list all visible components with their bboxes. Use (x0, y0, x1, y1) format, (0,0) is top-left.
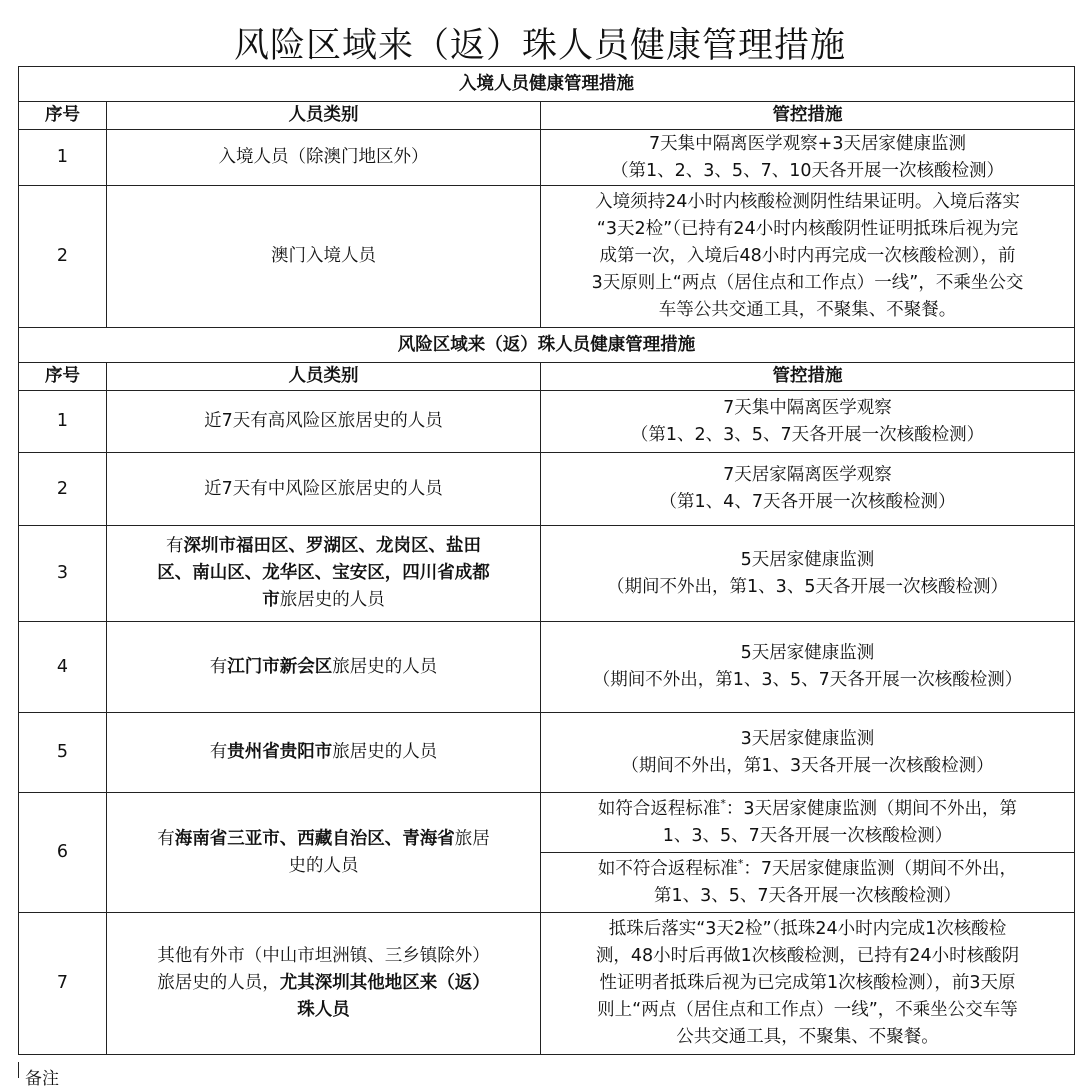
table-row (19, 526, 1075, 622)
measure-line: （期间不外出，第1、3、5、7天各开展一次核酸检测） (592, 670, 1023, 690)
category-line (115, 970, 532, 997)
measure-line: 第1、3、5、7天各开展一次核酸检测） (653, 885, 962, 906)
measure-line: 7天集中隔离医学观察 (723, 397, 892, 418)
note-row (18, 1062, 1075, 1089)
footnote-star: * (737, 856, 744, 870)
condition-text: 如不符合返程标准 (597, 858, 738, 879)
measure-line: 性证明者抵珠后视为已完成第1次核酸检测），前3天原 (599, 973, 1016, 993)
table-row (19, 713, 1075, 793)
table-row (19, 186, 1075, 328)
measure-line: 车等公共交通工具，不聚集、不聚餐。 (658, 300, 957, 320)
header-no: 序号 (19, 363, 107, 391)
row-number: 2 (19, 186, 107, 328)
row-number: 4 (19, 622, 107, 713)
measure-line: 测，48小时后再做1次核酸检测，已持有24小时核酸阴 (595, 946, 1020, 966)
category-line: 其他有外市（中山市坦洲镇、三乡镇除外） (157, 946, 490, 966)
row-measures (541, 913, 1075, 1055)
row-category (107, 622, 541, 713)
row-measures-eligible (541, 793, 1075, 853)
measure-line: 成第一次，入境后48小时内再完成一次核酸检测），前 (599, 246, 1016, 266)
row-number: 6 (19, 793, 107, 913)
measure-line: 抵珠后落实“3天2检”（抵珠24小时内完成1次核酸检 (608, 919, 1007, 939)
condition-text: 如符合返程标准 (597, 798, 721, 819)
row-category (107, 713, 541, 793)
category-text: 有 (166, 536, 184, 556)
page-title: 风险区域来（返）珠人员健康管理措施 (233, 26, 846, 66)
measure-line: （第1、4、7天各开展一次核酸检测） (659, 492, 956, 512)
category-emphasis: 珠人员 (297, 1000, 350, 1020)
header-row (19, 363, 1075, 391)
category-region: 海南省三亚市、西藏自治区、青海省 (174, 828, 455, 849)
category-text: 史的人员 (288, 855, 359, 876)
row-measures (541, 713, 1075, 793)
category-region: 区、南山区、龙华区、宝安区，四川省成都 (157, 563, 490, 583)
header-category: 人员类别 (107, 363, 541, 391)
header-row (19, 102, 1075, 130)
measure-line: 公共交通工具，不聚集、不聚餐。 (676, 1027, 939, 1047)
row-measures (541, 526, 1075, 622)
row-measures (541, 622, 1075, 713)
header-category: 人员类别 (107, 102, 541, 130)
row-category: 入境人员（除澳门地区外） (107, 130, 541, 186)
category-text: 旅居史的人员 (332, 742, 438, 762)
row-number: 7 (19, 913, 107, 1055)
row-measures (541, 186, 1075, 328)
row-category (107, 793, 541, 913)
measure-line (549, 796, 1066, 823)
row-category: 澳门入境人员 (107, 186, 541, 328)
table-row (19, 453, 1075, 526)
note-label: 备注 (25, 1069, 59, 1089)
category-line (115, 997, 532, 1024)
measure-line: “3天2检”（已持有24小时内核酸阴性证明抵珠后视为完 (596, 219, 1019, 239)
row-category: 近7天有中风险区旅居史的人员 (107, 453, 541, 526)
category-text: 旅居史的人员， (157, 973, 280, 993)
section-title-row (19, 328, 1075, 363)
measure-line: （第1、2、3、5、7、10天各开展一次核酸检测） (611, 160, 1004, 181)
table-row (19, 913, 1075, 1055)
header-measures: 管控措施 (541, 102, 1075, 130)
measure-line: 3天原则上“两点（居住点和工作点）一线”，不乘坐公交 (591, 273, 1024, 293)
category-text: 旅居史的人员 (332, 656, 438, 677)
row-number: 1 (19, 130, 107, 186)
table-row (19, 793, 1075, 853)
row-category: 近7天有高风险区旅居史的人员 (107, 391, 541, 453)
row-number: 5 (19, 713, 107, 793)
measure-line: （期间不外出，第1、3、5天各开展一次核酸检测） (607, 576, 1008, 597)
measure-line: （第1、2、3、5、7天各开展一次核酸检测） (630, 424, 985, 445)
section-title-row (19, 67, 1075, 102)
footnote-star: * (720, 796, 726, 810)
table-row (19, 622, 1075, 713)
row-category (107, 526, 541, 622)
row-number: 2 (19, 453, 107, 526)
category-region: 贵州省贵阳市 (227, 742, 333, 762)
measures-table (18, 66, 1075, 1055)
category-region: 深圳市福田区、罗湖区、龙岗区、盐田 (183, 536, 481, 556)
row-category (107, 913, 541, 1055)
measure-line: 入境须持24小时内核酸检测阴性结果证明。入境后落实 (595, 192, 1020, 212)
measure-line: 5天居家健康监测 (740, 549, 875, 570)
measure-text: ：3天居家健康监测（期间不外出，第 (725, 798, 1018, 819)
row-number: 3 (19, 526, 107, 622)
measure-line: 1、3、5、7天各开展一次核酸检测） (662, 825, 953, 846)
header-measures: 管控措施 (541, 363, 1075, 391)
measure-line: 7天居家隔离医学观察 (723, 465, 892, 485)
category-emphasis: 尤其深圳其他地区来（返） (279, 973, 490, 993)
measure-line: （期间不外出，第1、3天各开展一次核酸检测） (621, 755, 994, 776)
category-region: 江门市新会区 (227, 656, 333, 677)
section1-title: 入境人员健康管理措施 (19, 67, 1075, 102)
row-measures (541, 453, 1075, 526)
header-no: 序号 (19, 102, 107, 130)
measure-line: 7天集中隔离医学观察+3天居家健康监测 (649, 133, 966, 154)
measure-line (549, 856, 1066, 883)
measure-text: ：7天居家健康监测（期间不外出， (743, 858, 1018, 879)
row-measures-ineligible (541, 853, 1075, 913)
section2-title: 风险区域来（返）珠人员健康管理措施 (19, 328, 1075, 363)
measure-line: 则上“两点（居住点和工作点）一线”，不乘坐公交车等 (597, 1000, 1018, 1020)
measure-line: 3天居家健康监测 (740, 728, 875, 749)
category-text: 有 (157, 828, 175, 849)
table-row (19, 130, 1075, 186)
row-measures (541, 130, 1075, 186)
category-text: 旅居 (454, 828, 490, 849)
table-row (19, 391, 1075, 453)
row-measures (541, 391, 1075, 453)
category-text: 旅居史的人员 (279, 590, 385, 610)
category-text: 有 (209, 656, 228, 677)
category-text: 有 (209, 742, 228, 762)
measure-line: 5天居家健康监测 (740, 643, 875, 663)
category-region: 市 (262, 590, 280, 610)
row-number: 1 (19, 391, 107, 453)
